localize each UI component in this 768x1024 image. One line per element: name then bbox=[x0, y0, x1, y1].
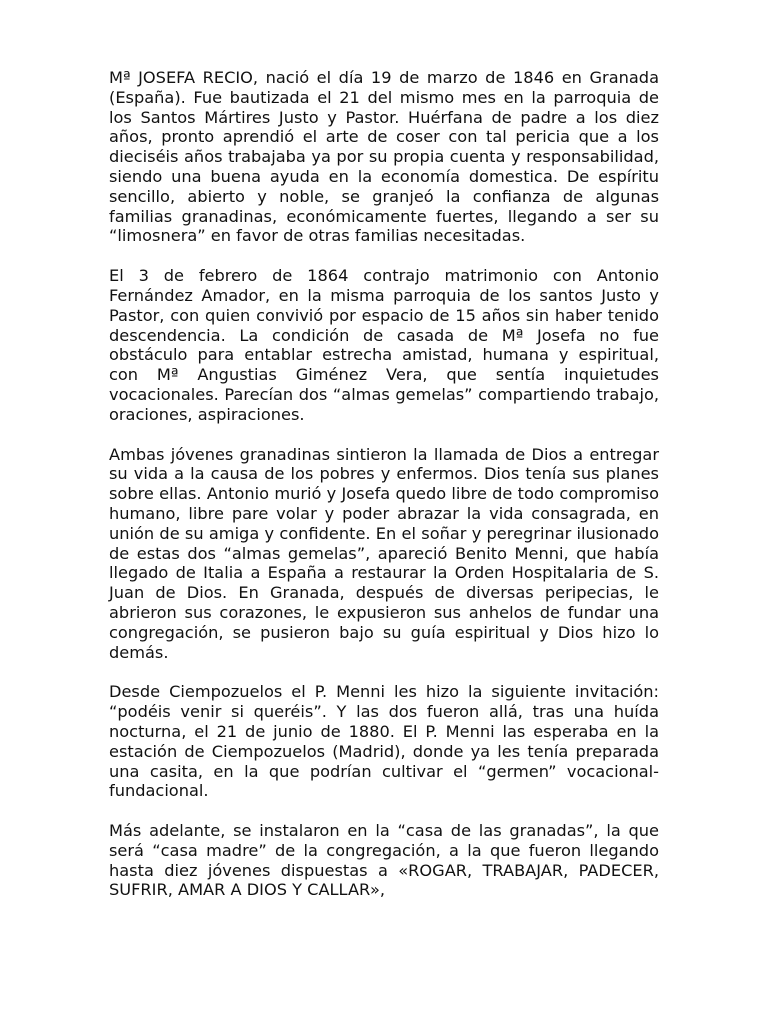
paragraph-birth-and-youth: Mª JOSEFA RECIO, nació el día 19 de marzo de 1846 en Granada (España). Fue bautizada el 21 del mismo mes en la parroquia de los Santos Mártires Justo y Pastor. Huérfana de padre a los diez años, pronto aprendió el arte de coser con tal pericia que a los dieciséis años trabajaba ya por su propia cuenta y responsabilidad, siendo una buena ayuda en la economía domestica. De espíritu sencillo, abierto y noble, se granjeó la confianza de algunas familias granadinas, económicamente fuertes, llegando a ser su “limosnera” en favor de otras familias necesitadas. bbox=[109, 68, 659, 246]
paragraph-marriage: El 3 de febrero de 1864 contrajo matrimonio con Antonio Fernández Amador, en la misma parroquia de los santos Justo y Pastor, con quien convivió por espacio de 15 años sin haber tenido descendencia. La condición de casada de Mª Josefa no fue obstáculo para entablar estrecha amistad, humana y espiritual, con Mª Angustias Giménez Vera, que sentía inquietudes vocacionales. Parecían dos “almas gemelas” compartiendo trabajo, oraciones, aspiraciones. bbox=[109, 266, 659, 424]
paragraph-vocation: Ambas jóvenes granadinas sintieron la llamada de Dios a entregar su vida a la causa de los pobres y enfermos. Dios tenía sus planes sobre ellas. Antonio murió y Josefa quedo libre de todo compromiso humano, libre pare volar y poder abrazar la vida consagrada, en unión de su amiga y confidente. En el soñar y peregrinar ilusionado de estas dos “almas gemelas”, apareció Benito Menni, que había llegado de Italia a España a restaurar la Orden Hospitalaria de S. Juan de Dios. En Granada, después de diversas peripecias, le abrieron sus corazones, le expusieron sus anhelos de fundar una congregación, se pusieron bajo su guía espiritual y Dios hizo lo demás. bbox=[109, 444, 659, 662]
paragraph-casa-de-las-granadas: Más adelante, se instalaron en la “casa de las granadas”, la que será “casa madre” de la congregación, a la que fueron llegando hasta diez jóvenes dispuestas a «ROGAR, TRABAJAR, PADECER, SUFRIR, AMAR A DIOS Y CALLAR», bbox=[109, 821, 659, 900]
paragraph-ciempozuelos: Desde Ciempozuelos el P. Menni les hizo la siguiente invitación: “podéis venir si queréis”. Y las dos fueron allá, tras una huída nocturna, el 21 de junio de 1880. El P. Menni las esperaba en la estación de Ciempozuelos (Madrid), donde ya les tenía preparada una casita, en la que podrían cultivar el “germen” vocacional-fundacional. bbox=[109, 682, 659, 801]
document-page bbox=[109, 68, 659, 900]
